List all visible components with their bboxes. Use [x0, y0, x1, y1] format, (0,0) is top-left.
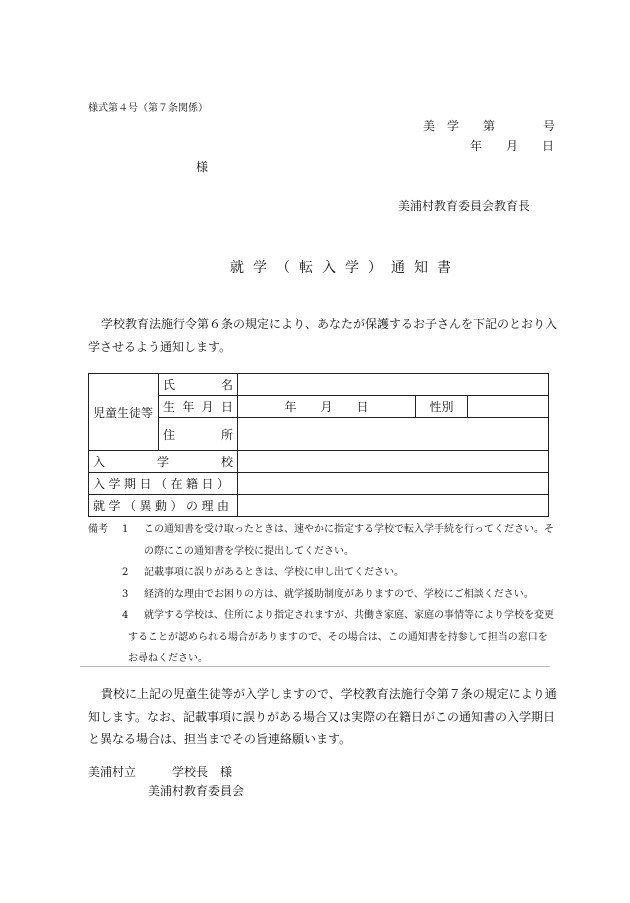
intro-line-2: 学させるよう通知します。 [88, 339, 232, 354]
addressee-honorific: 様 [196, 160, 209, 174]
entry-date-label: 入学期日（在籍日） [89, 473, 238, 495]
table-row [89, 473, 549, 495]
school-notice-line-2: 知します。なお、記載事項に誤りがある場合又は実際の在籍日がこの通知書の入学期日 [88, 709, 556, 724]
cut-separator [80, 666, 550, 667]
issuer-name: 美浦村教育委員会教育長 [398, 199, 531, 213]
note-item-continued: の際にこの通知書を学校に提出してください。 [144, 545, 354, 557]
name-label: 氏 名 [163, 378, 233, 392]
school-notice-line-3: と異なる場合は、担当までその旨連絡願います。 [88, 732, 352, 746]
form-number: 様式第４号（第７条関係） [88, 103, 208, 114]
reason-label: 就学（異動）の理由 [89, 495, 238, 517]
school-label: 入 学 校 [93, 455, 233, 469]
note-item: 2 記載事項に誤りがあるときは、学校に申し出てください。 [122, 567, 404, 578]
student-group-label: 児童生徒等 [89, 374, 159, 451]
birthdate-label: 生 年 月 日 [163, 400, 233, 414]
school-principal-addressee: 美浦村立 学校長 様 [88, 765, 233, 779]
note-item-continued: することが認められる場合がありますので、その場合は、この通知書を持参して担当の窓口を [128, 631, 548, 643]
document-number: 美 学 第 号 [423, 119, 556, 133]
intro-paragraph [88, 313, 558, 358]
gender-label: 性別 [416, 396, 468, 418]
gender-field[interactable] [468, 396, 549, 418]
intro-line-1: 学校教育法施行令第６条の規定により、あなたが保護するお子さんを下記のとおり入 [101, 317, 558, 331]
table-row [89, 495, 549, 517]
birthdate-field[interactable]: 年 月 日 [238, 396, 416, 418]
note-item: 備考 1 この通知書を受け取ったときは、速やかに指定する学校で転入学手続を行ってください。そ [88, 519, 556, 541]
school-notice-line-1: 貴校に上記の児童生徒等が入学しますので、学校教育法施行令第７条の規定により通 [101, 687, 557, 701]
table-row [89, 451, 549, 473]
note-item: 4 就学する学校は、住所により指定されますが、共働き家庭、家庭の事情等により学校を変更 [122, 610, 554, 621]
note-item: 3 経済的な理由でお困りの方は、就学援助制度がありますので、学校にご相談ください。 [122, 588, 534, 600]
table-row [89, 374, 549, 396]
note-item-continued: お尋ねください。 [128, 653, 208, 664]
notes-section [88, 519, 556, 670]
school-field[interactable] [238, 451, 549, 473]
reason-field[interactable] [238, 495, 549, 517]
entry-date-field[interactable] [238, 473, 549, 495]
address-field[interactable] [238, 418, 549, 451]
address-label: 住 所 [163, 427, 233, 442]
notes-label: 備考 [88, 524, 108, 535]
issue-date: 年 月 日 [470, 139, 555, 153]
name-field[interactable] [238, 374, 549, 396]
student-info-table [88, 373, 549, 517]
board-signature: 美浦村教育委員会 [148, 784, 245, 798]
school-notice-paragraph [88, 683, 558, 751]
page-title: 就学（転入学）通知書 [230, 260, 460, 276]
